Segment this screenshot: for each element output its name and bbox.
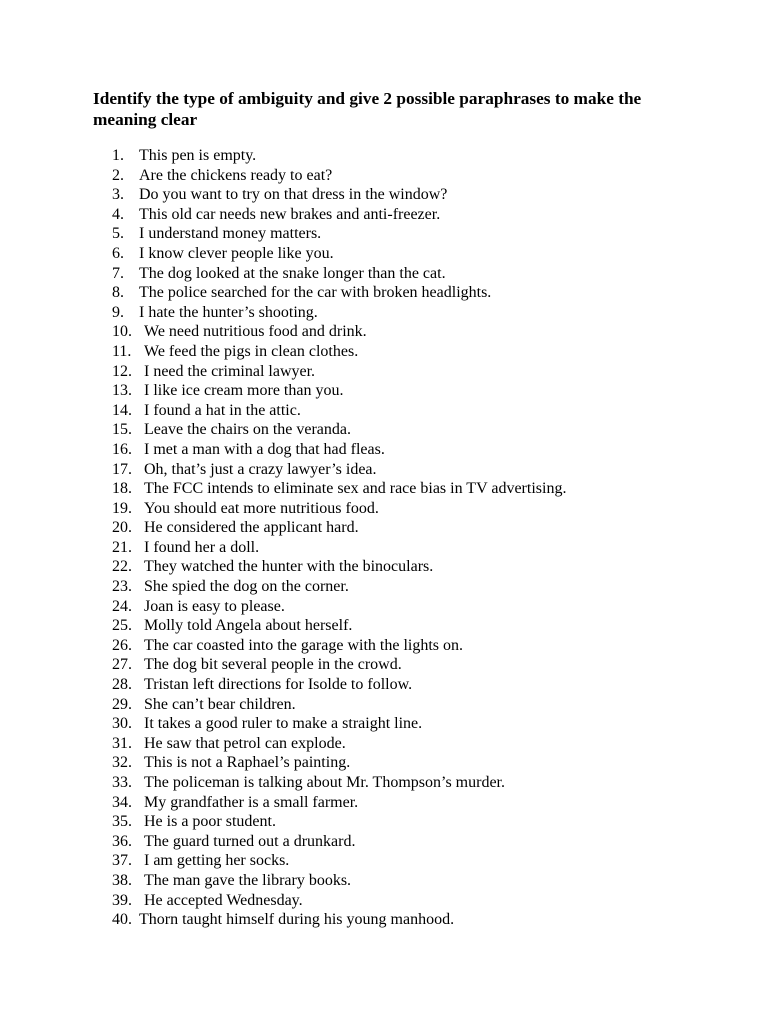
list-item <box>112 420 732 440</box>
list-item-number: 16. <box>112 440 132 458</box>
list-item <box>112 460 732 480</box>
list-item <box>112 773 732 793</box>
list-item-number: 39. <box>112 891 132 909</box>
document-heading: Identify the type of ambiguity and give 2 possible paraphrases to make the meaning clear <box>93 89 642 129</box>
list-item-number: 22. <box>112 558 132 576</box>
list-item-number: 25. <box>112 617 132 635</box>
list-item <box>112 832 732 852</box>
list-item-text: Molly told Angela about herself. <box>144 617 353 635</box>
list-item <box>112 264 732 284</box>
list-item <box>112 479 732 499</box>
list-item-text: He is a poor student. <box>144 813 276 831</box>
list-item-number: 9. <box>112 303 124 321</box>
list-item-number: 14. <box>112 401 132 419</box>
list-item-text: I hate the hunter’s shooting. <box>139 303 318 321</box>
list-item-number: 3. <box>112 186 124 204</box>
list-item-number: 18. <box>112 480 132 498</box>
list-item <box>112 851 732 871</box>
list-item-text: I found her a doll. <box>144 538 260 556</box>
list-item-text: He considered the applicant hard. <box>144 519 359 537</box>
list-item-number: 33. <box>112 774 132 791</box>
list-item-text: I found a hat in the attic. <box>144 401 301 419</box>
list-item-text: I know clever people like you. <box>139 244 334 262</box>
list-item-text: The guard turned out a drunkard. <box>144 832 356 850</box>
list-item-number: 32. <box>112 754 132 772</box>
list-item <box>112 636 732 656</box>
list-item-number: 15. <box>112 421 132 439</box>
list-item-number: 11. <box>112 342 132 360</box>
list-item <box>112 871 732 891</box>
list-item <box>112 224 732 244</box>
list-item-number: 12. <box>112 362 132 380</box>
list-item-text: You should eat more nutritious food. <box>144 499 379 517</box>
list-item <box>112 440 732 460</box>
list-item-text: We need nutritious food and drink. <box>144 323 367 341</box>
list-item-number: 6. <box>112 244 124 262</box>
list-item-text: This old car needs new brakes and anti-freezer. <box>139 205 441 223</box>
list-item-text: Do you want to try on that dress in the window? <box>139 186 448 204</box>
list-item-text: Leave the chairs on the veranda. <box>144 421 352 439</box>
list-item-text: The police searched for the car with broken headlights. <box>139 284 492 302</box>
list-item-text: Tristan left directions for Isolde to follow. <box>144 676 413 694</box>
list-item-text: I understand money matters. <box>139 225 322 243</box>
list-item <box>112 910 732 930</box>
list-item <box>112 244 732 264</box>
list-item-text: She spied the dog on the corner. <box>144 578 349 596</box>
list-item-number: 27. <box>112 656 132 674</box>
list-item <box>112 362 732 382</box>
list-item <box>112 146 732 166</box>
list-item-text: I met a man with a dog that had fleas. <box>144 440 385 458</box>
list-item-number: 40. <box>112 911 132 929</box>
list-item-text: The man gave the library books. <box>144 871 352 889</box>
list-item <box>112 793 732 813</box>
list-item-text: She can’t bear children. <box>144 695 296 713</box>
list-item-text: We feed the pigs in clean clothes. <box>144 342 359 360</box>
list-item-number: 10. <box>112 323 132 341</box>
list-item-number: 34. <box>112 793 132 811</box>
list-item-number: 4. <box>112 205 124 223</box>
list-item-text: They watched the hunter with the binoculars. <box>144 558 434 576</box>
list-item-text: Oh, that’s just a crazy lawyer’s idea. <box>144 460 377 478</box>
list-item <box>112 303 732 323</box>
list-item <box>112 342 732 362</box>
list-item <box>112 401 732 421</box>
list-item <box>112 185 732 205</box>
list-item-text: The dog bit several people in the crowd. <box>144 656 402 674</box>
list-item-text: It takes a good ruler to make a straight line. <box>144 715 423 733</box>
list-item-text: Joan is easy to please. <box>144 597 285 615</box>
list-item <box>112 812 732 832</box>
list-item-number: 24. <box>112 597 132 615</box>
list-item-text: The policeman is talking about Mr. Thompson’s murder. <box>144 774 505 791</box>
list-item-number: 8. <box>112 284 124 302</box>
list-item <box>112 557 732 577</box>
list-item-number: 13. <box>112 382 132 400</box>
list-item-number: 26. <box>112 636 132 654</box>
list-item <box>112 655 732 675</box>
list-item <box>112 695 732 715</box>
list-item-number: 28. <box>112 676 132 694</box>
list-item-number: 23. <box>112 578 132 596</box>
list-item-text: I am getting her socks. <box>144 852 290 870</box>
list-item-number: 7. <box>112 264 124 282</box>
list-item-number: 36. <box>112 832 132 850</box>
list-item-text: I need the criminal lawyer. <box>144 362 316 380</box>
list-item-number: 21. <box>112 538 132 556</box>
list-item <box>112 577 732 597</box>
list-item <box>112 675 732 695</box>
list-item-number: 29. <box>112 695 132 713</box>
list-item-text: My grandfather is a small farmer. <box>144 793 359 811</box>
list-item <box>112 518 732 538</box>
list-item-number: 19. <box>112 499 132 517</box>
list-item <box>112 322 732 342</box>
list-item <box>112 597 732 617</box>
list-item-number: 17. <box>112 460 132 478</box>
list-item <box>112 734 732 754</box>
list-item-number: 38. <box>112 871 132 889</box>
list-item-text: He saw that petrol can explode. <box>144 734 346 752</box>
list-item-number: 5. <box>112 225 124 243</box>
list-item-text: This is not a Raphael’s painting. <box>144 754 351 772</box>
list-item <box>112 538 732 558</box>
list-item <box>112 891 732 911</box>
list-item-number: 37. <box>112 852 132 870</box>
list-item-text: Are the chickens ready to eat? <box>139 166 333 184</box>
list-item-text: The dog looked at the snake longer than the cat. <box>139 264 446 282</box>
list-item-number: 20. <box>112 519 132 537</box>
list-item <box>112 753 732 773</box>
list-item-text: The car coasted into the garage with the lights on. <box>144 636 464 654</box>
list-item-text: I like ice cream more than you. <box>144 382 344 400</box>
list-item <box>112 166 732 186</box>
list-item-number: 1. <box>112 147 124 164</box>
list-item <box>112 714 732 734</box>
list-item-text: Thorn taught himself during his young manhood. <box>139 911 455 929</box>
list-item-text: He accepted Wednesday. <box>144 891 303 909</box>
sentence-list <box>112 146 732 930</box>
list-item <box>112 499 732 519</box>
list-item <box>112 283 732 303</box>
list-item <box>112 205 732 225</box>
list-item-number: 30. <box>112 715 132 733</box>
list-item-text: The FCC intends to eliminate sex and race bias in TV advertising. <box>144 480 567 498</box>
list-item-number: 35. <box>112 813 132 831</box>
list-item <box>112 616 732 636</box>
list-item-number: 31. <box>112 734 132 752</box>
list-item <box>112 381 732 401</box>
list-item-number: 2. <box>112 166 124 184</box>
list-item-text: This pen is empty. <box>139 147 257 164</box>
